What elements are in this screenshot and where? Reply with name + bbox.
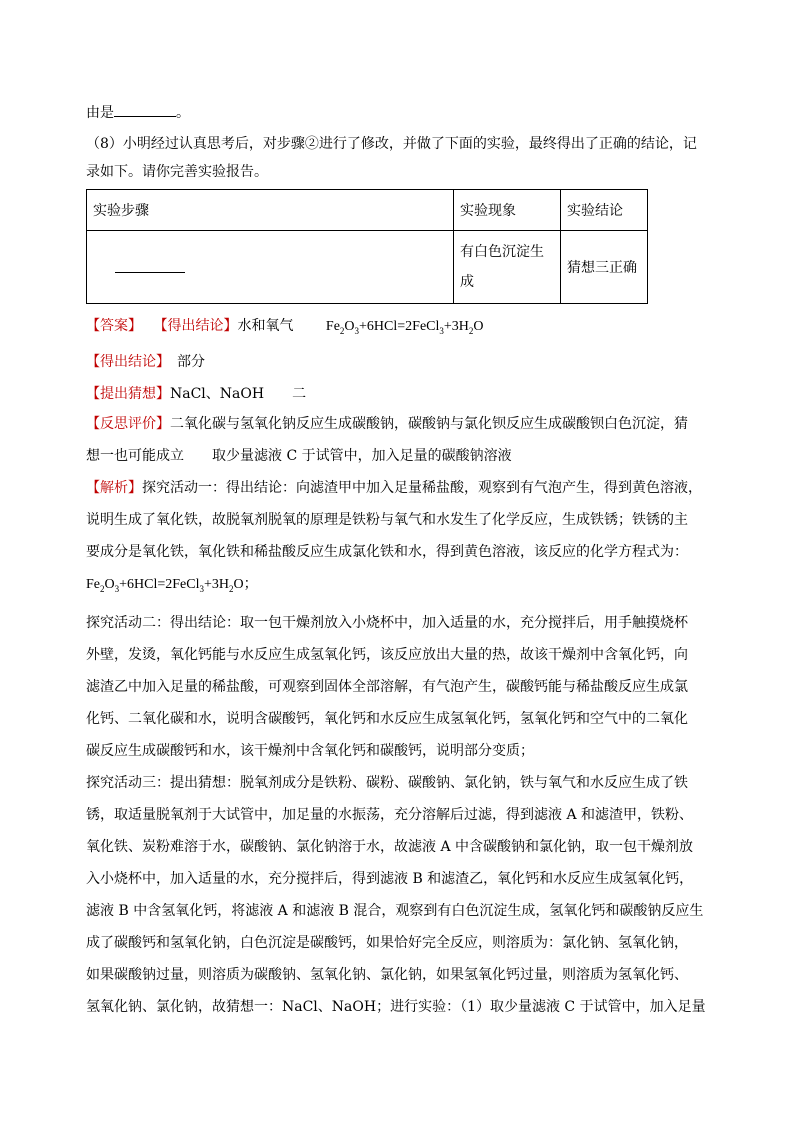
step-cell [87,231,454,304]
reflect-line-2: 想一也可能成立 取少量滤液 C 于试管中，加入足量的碳酸钠溶液 [86,448,512,464]
header-conclusion: 实验结论 [561,190,648,231]
activity2-line: 外壁，发烫，氧化钙能与水反应生成氢氧化钙，该反应放出大量的热，故该干燥剂中含氧化钙，向 [86,647,688,663]
table-header-row [87,190,648,231]
activity3-line: 氧化铁、炭粉难溶于水，碳酸钠、氯化钠溶于水，故滤液 A 中含碳酸钠和氯化钠，取一包干燥剂放 [86,839,694,855]
activity2-line: 碳反应生成碳酸钙和水，该干燥剂中含氧化钙和碳酸钙，说明部分变质； [86,743,534,759]
activity2-line: 探究活动二：得出结论：取一包干燥剂放入小烧杯中，加入适量的水，充分搅拌后，用手触摸烧杯 [86,615,688,631]
answer-line: 【答案】 【得出结论】水和氧气 $Fe_2O_3+6HCl=2FeCl_3+3H_2O$ [86,318,484,336]
header-phenomenon: 实验现象 [454,190,561,231]
analysis-line-1: 【解析】探究活动一：得出结论：向滤渣甲中加入足量稀盐酸，观察到有气泡产生，得到黄色溶液， [86,480,702,496]
conclusion-line: 【得出结论】 部分 [86,354,205,370]
activity2-line: 滤渣乙中加入足量的稀盐酸，可观察到固体全部溶解，有气泡产生，碳酸钙能与稀盐酸反应生成氯 [86,679,688,695]
activity3-line: 成了碳酸钙和氢氧化钠，白色沉淀是碳酸钙，如果恰好完全反应，则溶质为：氯化钠、氢氧化钠， [86,935,688,951]
experiment-report-table [86,189,648,304]
chemical-equation: $Fe_2O_3+6HCl=2FeCl_3+3H_2O$ [325,319,484,336]
activity3-line: 滤液 B 中含氢氧化钙，将滤液 A 和滤液 B 混合，观察到有白色沉淀生成，氢氧化钙和碳酸钠反应生 [86,903,704,919]
activity3-line: 入小烧杯中，加入适量的水，充分搅拌后，得到滤液 B 和滤渣乙，氧化钙和水反应生成氢氧化钙， [86,871,694,887]
question-8-line-2: 录如下。请你完善实验报告。 [86,164,268,180]
guess-line: 【提出猜想】NaCl、NaOH 二 [86,386,307,402]
table-row [87,231,648,304]
answer-blank-line: 由是 。 [86,102,190,123]
activity3-line: 探究活动三：提出猜想：脱氧剂成分是铁粉、碳粉、碳酸钠、氯化钠，铁与氧气和水反应生成了铁 [86,775,688,791]
chemical-equation: $Fe_2O_3+6HCl=2FeCl_3+3H_2O$ [86,577,244,594]
analysis-line-2: 说明生成了氧化铁，故脱氧剂脱氧的原理是铁粉与氧气和水发生了化学反应，生成铁锈；铁锈的主 [86,512,688,528]
header-step: 实验步骤 [87,190,454,231]
analysis-line-3: 要成分是氧化铁，氧化铁和稀盐酸反应生成氯化铁和水，得到黄色溶液，该反应的化学方程式为： [86,544,688,560]
activity3-line: 氢氧化钠、氯化钠，故猜想一：NaCl、NaOH；进行实验：（1）取少量滤液 C 于试管中，加入足量 [86,999,706,1015]
fill-blank[interactable] [114,102,176,117]
reflect-line-1: 【反思评价】二氧化碳与氢氧化钠反应生成碳酸钠，碳酸钠与氯化钡反应生成碳酸钡白色沉淀，猜 [86,416,688,432]
activity3-line: 锈，取适量脱氧剂于大试管中，加足量的水振荡，充分溶解后过滤，得到滤液 A 和滤渣甲，铁粉、 [86,807,694,823]
analysis-equation: $Fe_2O_3+6HCl=2FeCl_3+3H_2O$； [86,576,258,594]
step-blank[interactable] [115,258,185,273]
activity2-line: 化钙、二氧化碳和水，说明含碳酸钙，氧化钙和水反应生成氢氧化钙，氢氧化钙和空气中的二氧化 [86,711,688,727]
activity3-line: 如果碳酸钠过量，则溶质为碳酸钠、氢氧化钠、氯化钠，如果氢氧化钙过量，则溶质为氢氧化钙、 [86,967,688,983]
question-8-line-1: （8）小明经过认真思考后，对步骤②进行了修改，并做了下面的实验，最终得出了正确的结论，记 [86,136,697,152]
conclusion-cell: 猜想三正确 [561,231,648,304]
phenomenon-cell: 有白色沉淀生 成 [454,231,561,304]
